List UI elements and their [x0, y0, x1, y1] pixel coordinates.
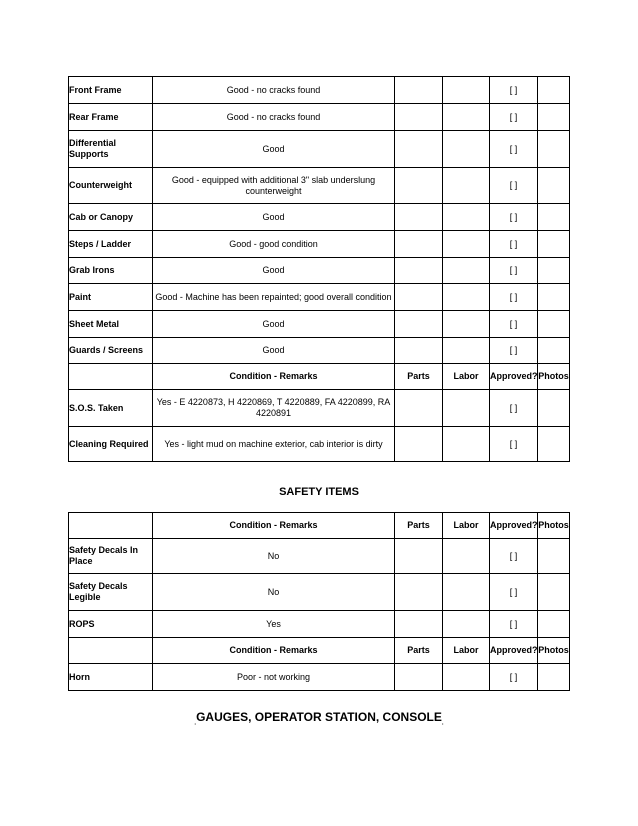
- approved-checkbox[interactable]: [ ]: [490, 284, 538, 311]
- item-name: Steps / Ladder: [69, 231, 153, 258]
- parts-cell[interactable]: [395, 574, 443, 611]
- labor-cell[interactable]: [443, 204, 490, 231]
- item-name: Safety Decals Legible: [69, 574, 153, 611]
- photos-cell[interactable]: [538, 168, 570, 204]
- table-row: [69, 231, 570, 258]
- parts-cell[interactable]: [395, 664, 443, 691]
- labor-cell[interactable]: [443, 231, 490, 258]
- photos-cell[interactable]: [538, 427, 570, 462]
- condition-remarks: Poor - not working: [153, 664, 395, 691]
- photos-cell[interactable]: [538, 574, 570, 611]
- parts-cell[interactable]: [395, 131, 443, 168]
- header-labor: Labor: [443, 513, 490, 539]
- table-header-row: [69, 638, 570, 664]
- table-row: [69, 204, 570, 231]
- approved-checkbox[interactable]: [ ]: [490, 77, 538, 104]
- header-blank: [69, 364, 153, 390]
- labor-cell[interactable]: [443, 77, 490, 104]
- approved-checkbox[interactable]: [ ]: [490, 231, 538, 258]
- item-name: S.O.S. Taken: [69, 390, 153, 427]
- header-parts: Parts: [395, 513, 443, 539]
- parts-cell[interactable]: [395, 258, 443, 284]
- parts-cell[interactable]: [395, 77, 443, 104]
- item-name: ROPS: [69, 611, 153, 638]
- inspection-table-safety: [68, 512, 570, 691]
- header-labor: Labor: [443, 638, 490, 664]
- approved-checkbox[interactable]: [ ]: [490, 390, 538, 427]
- item-name: Grab Irons: [69, 258, 153, 284]
- photos-cell[interactable]: [538, 77, 570, 104]
- condition-remarks: Good: [153, 131, 395, 168]
- condition-remarks: Good - no cracks found: [153, 104, 395, 131]
- approved-checkbox[interactable]: [ ]: [490, 168, 538, 204]
- header-condition: Condition - Remarks: [153, 513, 395, 539]
- photos-cell[interactable]: [538, 611, 570, 638]
- table-row: [69, 390, 570, 427]
- table-row: [69, 131, 570, 168]
- photos-cell[interactable]: [538, 231, 570, 258]
- table-row: [69, 664, 570, 691]
- condition-remarks: Good: [153, 258, 395, 284]
- photos-cell[interactable]: [538, 390, 570, 427]
- approved-checkbox[interactable]: [ ]: [490, 204, 538, 231]
- item-name: Cab or Canopy: [69, 204, 153, 231]
- approved-checkbox[interactable]: [ ]: [490, 539, 538, 574]
- parts-cell[interactable]: [395, 231, 443, 258]
- labor-cell[interactable]: [443, 390, 490, 427]
- condition-remarks: Yes - light mud on machine exterior, cab interior is dirty: [153, 427, 395, 462]
- labor-cell[interactable]: [443, 539, 490, 574]
- condition-remarks: Good - Machine has been repainted; good overall condition: [153, 284, 395, 311]
- item-name: Horn: [69, 664, 153, 691]
- photos-cell[interactable]: [538, 539, 570, 574]
- approved-checkbox[interactable]: [ ]: [490, 664, 538, 691]
- inspection-table-frame: [68, 76, 570, 462]
- item-name: Safety Decals In Place: [69, 539, 153, 574]
- header-approved: Approved?: [490, 364, 538, 390]
- condition-remarks: No: [153, 539, 395, 574]
- table-row: [69, 427, 570, 462]
- table-row: [69, 311, 570, 338]
- header-blank: [69, 638, 153, 664]
- photos-cell[interactable]: [538, 204, 570, 231]
- parts-cell[interactable]: [395, 427, 443, 462]
- photos-cell[interactable]: [538, 338, 570, 364]
- condition-remarks: Good - good condition: [153, 231, 395, 258]
- item-name: Cleaning Required: [69, 427, 153, 462]
- labor-cell[interactable]: [443, 664, 490, 691]
- photos-cell[interactable]: [538, 131, 570, 168]
- header-photos: Photos: [538, 638, 570, 664]
- table-row: [69, 539, 570, 574]
- parts-cell[interactable]: [395, 311, 443, 338]
- table-row: [69, 574, 570, 611]
- safety-items-title: SAFETY ITEMS: [279, 486, 359, 498]
- item-name: Sheet Metal: [69, 311, 153, 338]
- table-row: [69, 258, 570, 284]
- labor-cell[interactable]: [443, 338, 490, 364]
- approved-checkbox[interactable]: [ ]: [490, 104, 538, 131]
- condition-remarks: Good - no cracks found: [153, 77, 395, 104]
- header-photos: Photos: [538, 364, 570, 390]
- gauges-title-text: GAUGES, OPERATOR STATION, CONSOLE: [196, 710, 442, 724]
- header-photos: Photos: [538, 513, 570, 539]
- table-row: [69, 611, 570, 638]
- approved-checkbox[interactable]: [ ]: [490, 311, 538, 338]
- approved-checkbox[interactable]: [ ]: [490, 427, 538, 462]
- table-header-row: [69, 513, 570, 539]
- labor-cell[interactable]: [443, 611, 490, 638]
- table-row: [69, 104, 570, 131]
- header-condition: Condition - Remarks: [153, 638, 395, 664]
- item-name: Front Frame: [69, 77, 153, 104]
- header-condition: Condition - Remarks: [153, 364, 395, 390]
- photos-cell[interactable]: [538, 311, 570, 338]
- parts-cell[interactable]: [395, 104, 443, 131]
- header-labor: Labor: [443, 364, 490, 390]
- header-blank: [69, 513, 153, 539]
- approved-checkbox[interactable]: [ ]: [490, 574, 538, 611]
- parts-cell[interactable]: [395, 338, 443, 364]
- table-row: [69, 168, 570, 204]
- approved-checkbox[interactable]: [ ]: [490, 611, 538, 638]
- parts-cell[interactable]: [395, 539, 443, 574]
- table-row: [69, 77, 570, 104]
- labor-cell[interactable]: [443, 258, 490, 284]
- approved-checkbox[interactable]: [ ]: [490, 258, 538, 284]
- item-name: Paint: [69, 284, 153, 311]
- item-name: Guards / Screens: [69, 338, 153, 364]
- condition-remarks: No: [153, 574, 395, 611]
- condition-remarks: Good: [153, 204, 395, 231]
- condition-remarks: Yes: [153, 611, 395, 638]
- parts-cell[interactable]: [395, 390, 443, 427]
- condition-remarks: Good: [153, 311, 395, 338]
- labor-cell[interactable]: [443, 104, 490, 131]
- labor-cell[interactable]: [443, 311, 490, 338]
- parts-cell[interactable]: [395, 611, 443, 638]
- header-approved: Approved?: [490, 638, 538, 664]
- photos-cell[interactable]: [538, 284, 570, 311]
- condition-remarks: Yes - E 4220873, H 4220869, T 4220889, FA 4220899, RA 4220891: [153, 390, 395, 427]
- header-parts: Parts: [395, 364, 443, 390]
- labor-cell[interactable]: [443, 427, 490, 462]
- condition-remarks: Good - equipped with additional 3" slab underslung counterweight: [153, 168, 395, 204]
- item-name: Counterweight: [69, 168, 153, 204]
- parts-cell[interactable]: [395, 168, 443, 204]
- photos-cell[interactable]: [538, 664, 570, 691]
- approved-checkbox[interactable]: [ ]: [490, 131, 538, 168]
- approved-checkbox[interactable]: [ ]: [490, 338, 538, 364]
- table-row: [69, 284, 570, 311]
- table-row: [69, 338, 570, 364]
- labor-cell[interactable]: [443, 574, 490, 611]
- header-approved: Approved?: [490, 513, 538, 539]
- labor-cell[interactable]: [443, 168, 490, 204]
- photos-cell[interactable]: [538, 258, 570, 284]
- item-name: Differential Supports: [69, 131, 153, 168]
- condition-remarks: Good: [153, 338, 395, 364]
- item-name: Rear Frame: [69, 104, 153, 131]
- photos-cell[interactable]: [538, 104, 570, 131]
- labor-cell[interactable]: [443, 284, 490, 311]
- parts-cell[interactable]: [395, 284, 443, 311]
- parts-cell[interactable]: [395, 204, 443, 231]
- header-parts: Parts: [395, 638, 443, 664]
- labor-cell[interactable]: [443, 131, 490, 168]
- gauges-title: $_.$GAUGES, OPERATOR STATION, $CONSOLE_.$: [194, 710, 444, 727]
- table-header-row: [69, 364, 570, 390]
